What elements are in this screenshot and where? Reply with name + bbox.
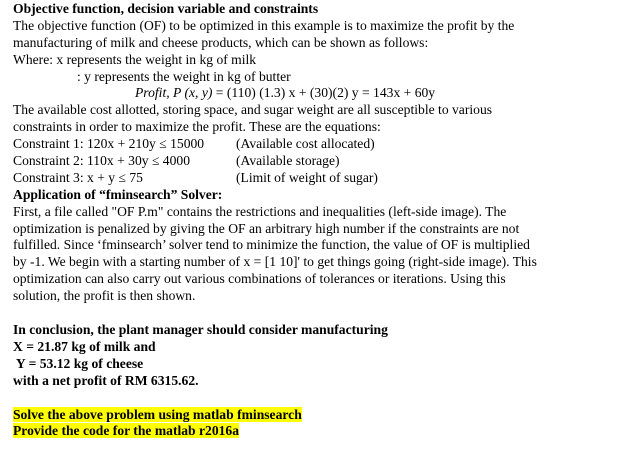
solver-paragraph [13, 204, 640, 305]
section-heading-objective: Objective function, decision variable and constraints [13, 1, 319, 16]
paragraph-line: The available cost allotted, storing space, and sugar weight are all susceptible to various [13, 102, 493, 118]
constraint-note: (Limit of weight of sugar) [236, 169, 378, 185]
paragraph-line: optimization is penalized by giving the OF an arbitrary high number if the constraints are not [13, 220, 520, 236]
conclusion-line: Y = 53.12 kg of cheese [13, 355, 144, 371]
constraints-list [13, 136, 640, 187]
conclusion-line: X = 21.87 kg of milk and [13, 338, 156, 354]
spacer [13, 305, 640, 322]
conclusion-block [13, 322, 640, 390]
paragraph-line: First, a file called "OF P.m" contains the restrictions and inequalities (left-side image). The [13, 203, 507, 219]
variable-definition-x: Where: x represents the weight in kg of milk [13, 51, 257, 67]
paragraph-line: The objective function (OF) to be optimized in this example is to maximize the profit by the [13, 17, 515, 33]
task-line [13, 423, 640, 440]
task-line [13, 407, 640, 424]
highlighted-task-text: Provide the code for the matlab r2016a [13, 423, 240, 439]
conclusion-line: with a net profit of RM 6315.62. [13, 372, 199, 388]
paragraph-line: solution, the profit is then shown. [13, 288, 196, 304]
constraint-row [13, 170, 640, 187]
paragraph-line: manufacturing of milk and cheese products, which can be shown as follows: [13, 34, 429, 50]
constraint-note: (Available cost allocated) [236, 136, 375, 152]
paragraph-line: constraints in order to maximize the profit. These are the equations: [13, 119, 381, 135]
paragraph-line: fulfilled. Since ‘fminsearch’ solver tend to minimize the function, the value of OF is multiplied [13, 237, 530, 253]
intro-paragraph [13, 18, 640, 52]
task-block [13, 407, 640, 441]
paragraph-line: by -1. We begin with a starting number of x = [1 10]' to get things going (right-side image). This [13, 254, 537, 270]
spacer [13, 390, 640, 407]
constraint-row [13, 153, 640, 170]
constraint-equation: Constraint 2: 110x + 30y ≤ 4000 [13, 153, 190, 169]
formula-lhs: Profit, P (x, y) [135, 85, 213, 101]
formula-rhs: = (110) (1.3) x + (30)(2) y = 143x + 60y [212, 85, 436, 101]
constraint-note: (Available storage) [236, 153, 340, 169]
conclusion-line: In conclusion, the plant manager should consider manufacturing [13, 322, 388, 338]
highlighted-task-text: Solve the above problem using matlab fminsearch [13, 406, 302, 422]
constraints-paragraph [13, 102, 640, 136]
constraint-equation: Constraint 3: x + y ≤ 75 [13, 169, 143, 185]
constraint-equation: Constraint 1: 120x + 210y ≤ 15000 [13, 136, 205, 152]
paragraph-line: optimization can also carry out various combinations of tolerances or iterations. Using this [13, 271, 506, 287]
section-heading-fminsearch: Application of “fminsearch” Solver: [13, 186, 223, 202]
profit-formula [13, 85, 640, 102]
variable-definition-y: : y represents the weight in kg of butter [77, 68, 291, 84]
constraint-row [13, 136, 640, 153]
